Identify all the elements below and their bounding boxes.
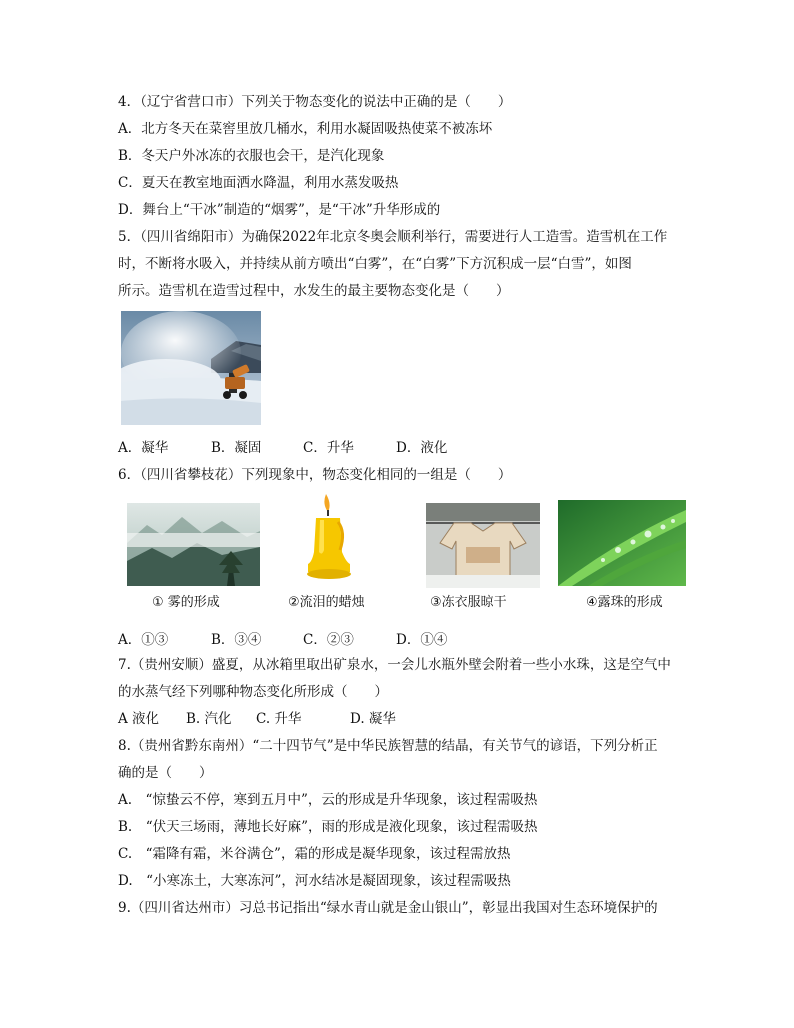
candle-illustration xyxy=(302,492,354,582)
q9-stem: 9.（四川省达州市）习总书记指出“绿水青山就是金山银山”，彰显出我国对生态环境保护的 xyxy=(118,900,658,916)
frozen-clothes-photo xyxy=(426,503,540,588)
q5-stem-line-2: 时，不断将水吸入，并持续从前方喷出“白雾”，在“白雾”下方沉积成一层“白雪”，如图 xyxy=(118,256,632,272)
q5-option-c: C．升华 xyxy=(303,440,354,456)
q6-option-c: C．②③ xyxy=(303,632,354,648)
q5-options xyxy=(118,439,518,457)
snow-machine-illustration xyxy=(121,311,261,425)
q6-option-a: A．①③ xyxy=(118,632,169,648)
q7-option-c: C. 升华 xyxy=(256,711,302,727)
snow-machine-photo xyxy=(121,311,261,425)
dew-photo xyxy=(558,500,686,586)
q4-option-b: B．冬天户外冰冻的衣服也会干，是汽化现象 xyxy=(118,148,385,164)
q7-stem-line-2: 的水蒸气经下列哪种物态变化所形成（ ） xyxy=(118,684,388,700)
q6-option-d: D．①④ xyxy=(396,632,448,648)
q5-stem-line-3: 所示。造雪机在造雪过程中，水发生的最主要物态变化是（ ） xyxy=(118,283,510,299)
fog-photo xyxy=(127,503,260,586)
q6-options xyxy=(118,631,518,649)
q7-option-d: D. 凝华 xyxy=(350,711,396,727)
caption-frozen-clothes: ③冻衣服晾干 xyxy=(430,595,507,610)
candle-photo xyxy=(302,492,354,582)
q8-stem-line-1: 8.（贵州省黔东南州）“二十四节气”是中华民族智慧的结晶，有关节气的谚语，下列分析正 xyxy=(118,738,658,754)
caption-fog: ① 雾的形成 xyxy=(152,595,220,610)
q5-stem-line-1: 5．（四川省绵阳市）为确保2022年北京冬奥会顺利举行，需要进行人工造雪。造雪机在工作 xyxy=(118,229,668,245)
q8-option-b: B. “伏天三场雨，薄地长好麻”，雨的形成是液化现象，该过程需吸热 xyxy=(118,819,538,835)
q7-option-a: A 液化 xyxy=(118,711,160,727)
q7-options xyxy=(118,710,518,728)
q7-stem-line-1: 7.（贵州安顺）盛夏，从冰箱里取出矿泉水，一会儿水瓶外壁会附着一些小水珠，这是空气中 xyxy=(118,657,671,673)
caption-dew: ④露珠的形成 xyxy=(586,595,663,610)
dew-illustration xyxy=(558,500,686,586)
q5-option-b: B．凝固 xyxy=(211,440,262,456)
q4-option-a: A．北方冬天在菜窖里放几桶水，利用水凝固吸热使菜不被冻坏 xyxy=(118,121,493,137)
frozen-clothes-illustration xyxy=(426,503,540,588)
q6-stem: 6．（四川省攀枝花）下列现象中，物态变化相同的一组是（ ） xyxy=(118,467,512,483)
caption-candle: ②流泪的蜡烛 xyxy=(288,595,365,610)
q4-stem: 4．（辽宁省营口市）下列关于物态变化的说法中正确的是（ ） xyxy=(118,94,512,110)
q5-option-d: D．液化 xyxy=(396,440,448,456)
q7-option-b: B. 汽化 xyxy=(186,711,232,727)
fog-illustration xyxy=(127,503,260,586)
q5-option-a: A．凝华 xyxy=(118,440,169,456)
q6-option-b: B．③④ xyxy=(211,632,262,648)
q8-option-a: A. “惊蛰云不停，寒到五月中”，云的形成是升华现象，该过程需吸热 xyxy=(118,792,538,808)
q8-option-d: D. “小寒冻土，大寒冻河”，河水结冰是凝固现象，该过程需吸热 xyxy=(118,873,511,889)
q4-option-d: D．舞台上“干冰”制造的“烟雾”，是“干冰”升华形成的 xyxy=(118,202,441,218)
q8-stem-line-2: 确的是（ ） xyxy=(118,765,213,781)
q4-option-c: C．夏天在教室地面洒水降温，利用水蒸发吸热 xyxy=(118,175,399,191)
q8-option-c: C. “霜降有霜，米谷满仓”，霜的形成是凝华现象，该过程需放热 xyxy=(118,846,511,862)
